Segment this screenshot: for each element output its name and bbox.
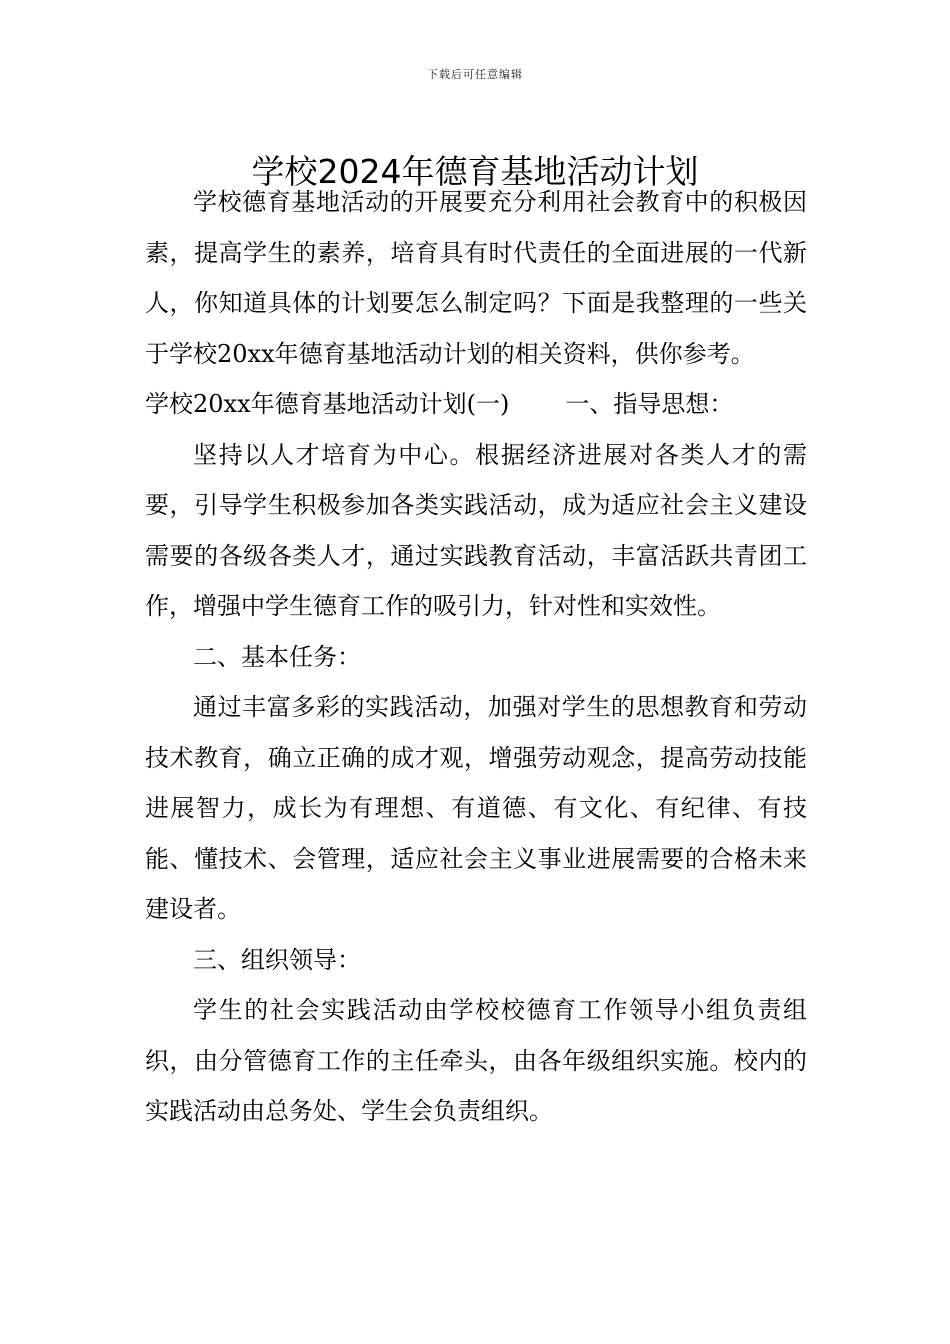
section1-paragraph: 坚持以人才培育为中心。根据经济进展对各类人才的需要，引导学生积极参加各类实践活动，成为适应社会主义建设需要的各级各类人才，通过实践教育活动，丰富活跃共青团工作，增强中学生德育工作的吸引力，针对性和实效性。 [145, 440, 807, 620]
section2-paragraph: 通过丰富多彩的实践活动，加强对学生的思想教育和劳动技术教育，确立正确的成才观，增强劳动观念，提高劳动技能进展智力，成长为有理想、有道德、有文化、有纪律、有技能、懂技术、会管理，适应社会主义事业进展需要的合格未来建设者。 [145, 693, 807, 923]
header-note: 下载后可任意编辑 [427, 68, 523, 81]
intro-paragraph: 学校德育基地活动的开展要充分利用社会教育中的积极因素，提高学生的素养，培育具有时代责任的全面进展的一代新人，你知道具体的计划要怎么制定吗？下面是我整理的一些关于学校20xx年德育基地活动计划的相关资料，供你参考。 [145, 188, 807, 368]
section1-heading: 一、指导思想： [565, 390, 734, 418]
section3-heading: 三、组织领导： [193, 945, 361, 974]
document-title: 学校2024年德育基地活动计划 [251, 152, 699, 192]
document-body [145, 177, 807, 1137]
section3-paragraph: 学生的社会实践活动由学校校德育工作领导小组负责组织，由分管德育工作的主任牵头，由各年级组织实施。校内的实践活动由总务处、学生会负责组织。 [145, 996, 807, 1125]
section2-heading: 二、基本任务： [193, 642, 361, 671]
plan-title: 学校20xx年德育基地活动计划(一) [145, 390, 510, 418]
plan-title-line [145, 379, 807, 430]
